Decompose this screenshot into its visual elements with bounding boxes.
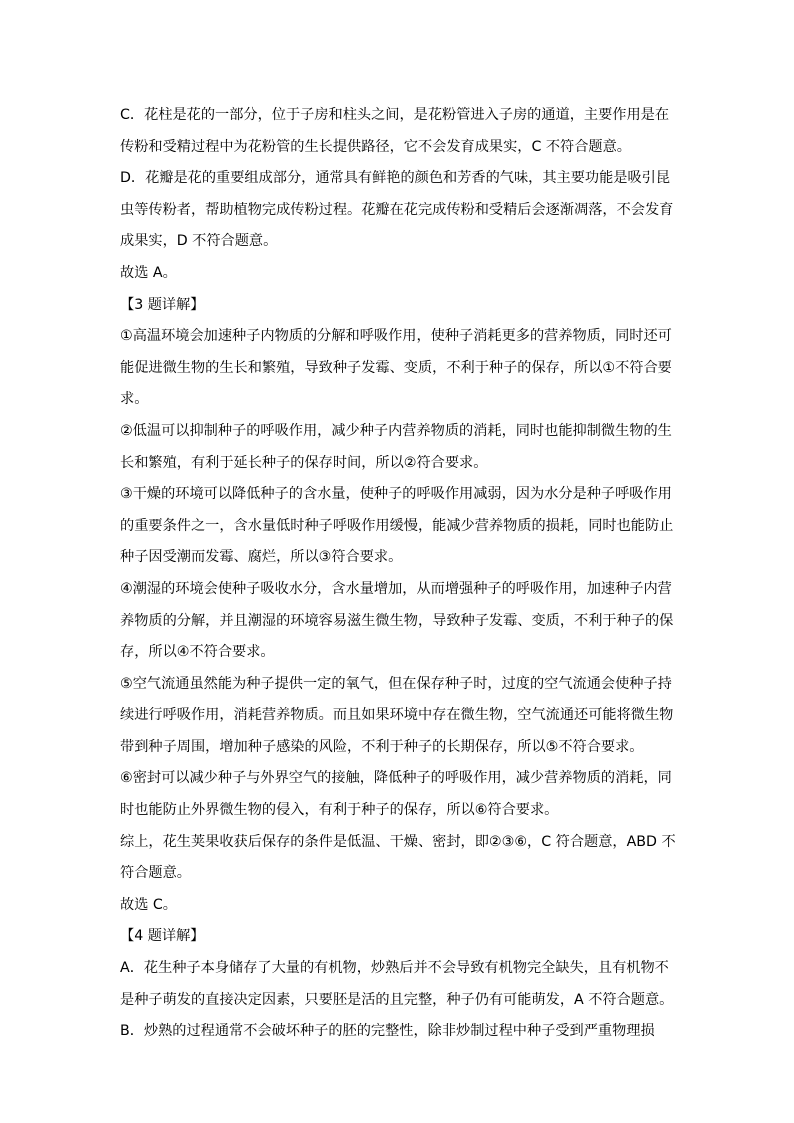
text-line: ①高温环境会加速种子内物质的分解和呼吸作用，使种子消耗更多的营养物质，同时还可 (120, 328, 672, 345)
text-line: 时也能防止外界微生物的侵入，有利于种子的保存，所以⑥符合要求。 (120, 802, 559, 819)
text-line: 能促进微生物的生长和繁殖，导致种子发霉、变质，不利于种子的保存，所以①不符合要 (120, 359, 672, 376)
text-line: 成果实，D 不符合题意。 (120, 233, 278, 250)
section-heading: 【3 题详解】 (120, 296, 205, 313)
text-line: 故选 A。 (120, 264, 177, 281)
text-line: 虫等传粉者，帮助植物完成传粉过程。花瓣在花完成传粉和受精后会逐渐凋落，不会发育 (120, 201, 674, 218)
text-line: C．花柱是花的一部分，位于子房和柱头之间，是花粉管进入子房的通道，主要作用是在 (120, 107, 670, 123)
text-line: ④潮湿的环境会使种子吸收水分，含水量增加，从而增强种子的呼吸作用，加速种子内营 (120, 580, 672, 597)
text-line: 综上，花生荚果收获后保存的条件是低温、干燥、密封，即②③⑥，C 符合题意，ABD 不 (120, 833, 676, 850)
text-line: A．花生种子本身储存了大量的有机物，炒熟后并不会导致有机物完全缺失，且有机物不 (120, 960, 669, 977)
text-line: 养物质的分解，并且潮湿的环境容易滋生微生物，导致种子发霉、变质，不利于种子的保 (120, 612, 674, 629)
text-line: 故选 C。 (120, 896, 177, 913)
text-line: 续进行呼吸作用，消耗营养物质。而且如果环境中存在微生物，空气流通还可能将微生物 (120, 707, 674, 724)
text-line: B．炒熟的过程通常不会破坏种子的胚的完整性，除非炒制过程中种子受到严重物理损 (120, 1023, 655, 1040)
section-heading: 【4 题详解】 (120, 928, 205, 945)
text-line: 存，所以④不符合要求。 (120, 644, 275, 661)
text-line: ③干燥的环境可以降低种子的含水量，使种子的呼吸作用减弱，因为水分是种子呼吸作用 (120, 486, 672, 503)
text-line: D．花瓣是花的重要组成部分，通常具有鲜艳的颜色和芳香的气味，其主要功能是吸引昆 (120, 170, 671, 187)
text-line: 长和繁殖，有利于延长种子的保存时间，所以②符合要求。 (120, 454, 488, 471)
text-line: 是种子萌发的直接决定因素，只要胚是活的且完整，种子仍有可能萌发，A 不符合题意。 (120, 991, 674, 1008)
text-line: 的重要条件之一，含水量低时种子呼吸作用缓慢，能减少营养物质的损耗，同时也能防止 (120, 517, 674, 534)
text-line: 求。 (120, 391, 149, 408)
document-page (120, 100, 675, 1048)
text-line: ⑥密封可以减少种子与外界空气的接触，降低种子的呼吸作用，减少营养物质的消耗，同 (120, 770, 672, 787)
text-line: 传粉和受精过程中为花粉管的生长提供路径，它不会发育成果实，C 不符合题意。 (120, 138, 631, 155)
text-line: 带到种子周围，增加种子感染的风险，不利于种子的长期保存，所以⑤不符合要求。 (120, 738, 644, 755)
text-line: 符合题意。 (120, 865, 191, 882)
text-line: 种子因受潮而发霉、腐烂，所以③符合要求。 (120, 549, 403, 566)
text-line: ②低温可以抑制种子的呼吸作用，减少种子内营养物质的消耗，同时也能抑制微生物的生 (120, 422, 672, 439)
text-line: ⑤空气流通虽然能为种子提供一定的氧气，但在保存种子时，过度的空气流通会使种子持 (120, 675, 672, 692)
